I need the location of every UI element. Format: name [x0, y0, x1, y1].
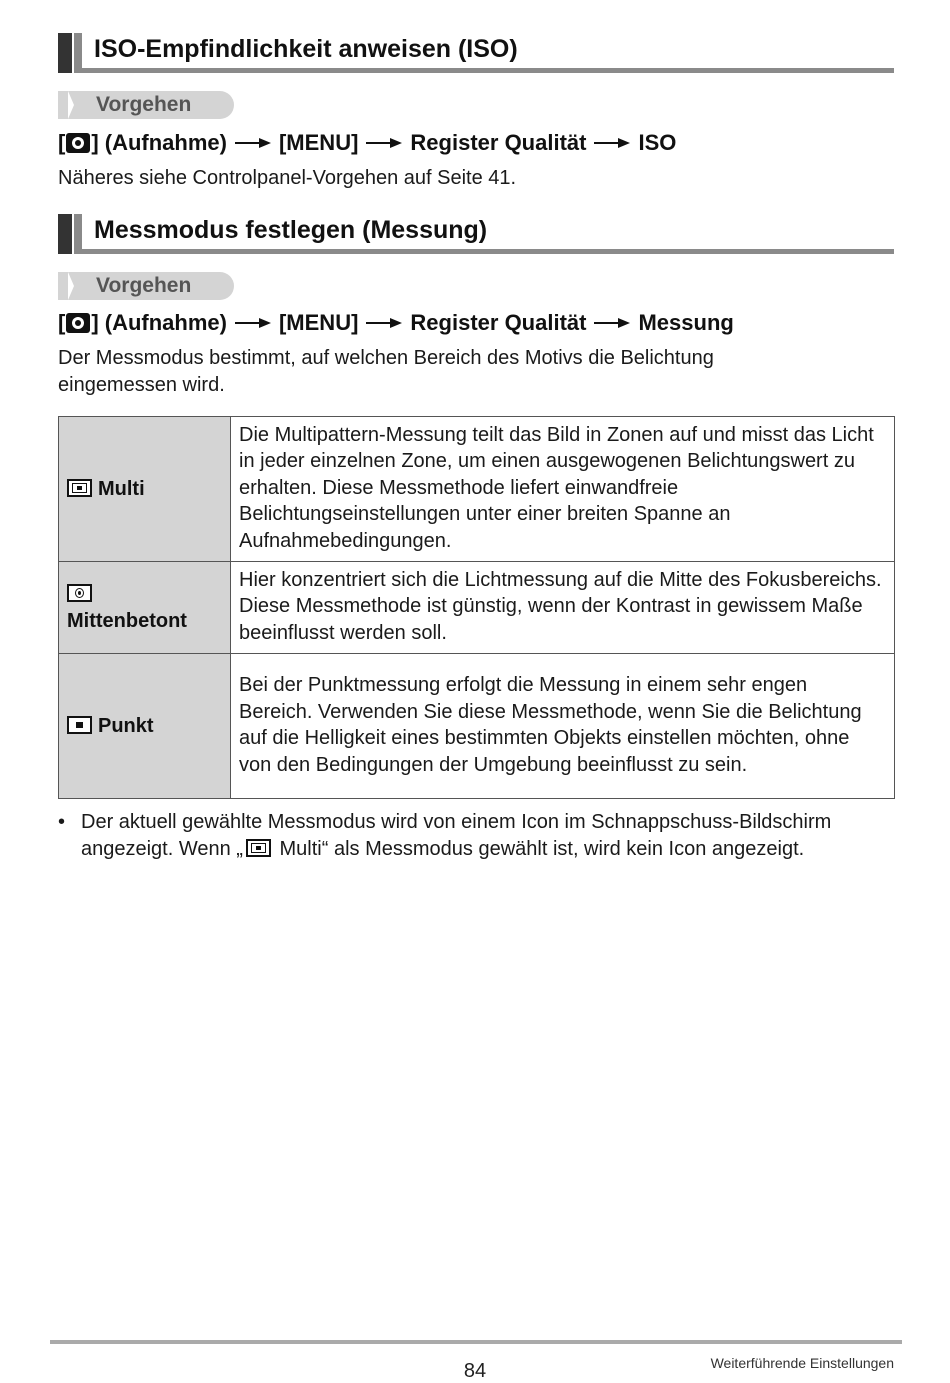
procedure-label: Vorgehen — [96, 93, 192, 116]
menu-path-metering — [58, 308, 734, 338]
mode-label-cell — [59, 654, 231, 799]
mode-label-cell — [59, 417, 231, 562]
note-part1: Der aktuell gewählte Messmodus wird von einem Icon im Schnappschuss-Bildschirm angezeigt. Wenn „ — [81, 811, 832, 860]
arrow-right-icon — [594, 136, 630, 150]
mode-description: Hier konzentriert sich die Lichtmessung auf die Mitte des Fokusbereichs. Diese Messmethode ist günstig, wenn der Kontrast in gewissem Maße beeinflusst werden soll. — [231, 562, 895, 654]
arrow-right-icon — [366, 316, 402, 330]
mode-description: Die Multipattern-Messung teilt das Bild in Zonen auf und misst das Licht in jeder einzelnen Zone, um einen ausgewogenen Belichtungswert zu erhalten. Diese Messmethode liefert einwandfreie Belichtungseinstellungen unter einer breiten Spanne an Aufnahmebedingungen. — [231, 417, 895, 562]
section-text: Der Messmodus bestimmt, auf welchen Bereich des Motivs die Belichtung eingemessen wird. — [58, 347, 714, 396]
bracket-open: [ — [58, 310, 66, 335]
heading-rule — [82, 249, 894, 254]
badge-notch — [68, 272, 74, 300]
mode-label: Multi — [98, 477, 145, 500]
camera-icon — [66, 133, 90, 153]
badge-notch — [68, 91, 74, 119]
heading-bar-dark — [58, 33, 72, 73]
heading-rule — [82, 68, 894, 73]
footer-rule — [50, 1340, 902, 1344]
mode-label: Punkt — [98, 714, 154, 737]
arrow-right-icon — [594, 316, 630, 330]
spot-metering-icon — [67, 716, 92, 734]
bullet-dot: • — [58, 811, 66, 833]
section-title: Messmodus festlegen (Messung) — [94, 216, 488, 244]
note-part2: Multi“ als Messmodus gewählt ist, wird kein Icon angezeigt. — [273, 838, 805, 860]
mode-label: Mittenbetont — [67, 609, 187, 632]
metering-mode-table — [58, 416, 895, 799]
heading-bar-dark — [58, 214, 72, 254]
note-text — [81, 809, 896, 863]
page-number: 84 — [463, 1360, 487, 1382]
path-mode: ] (Aufnahme) — [91, 130, 227, 155]
path-target: ISO — [638, 130, 677, 155]
path-register: Register Qualität — [410, 310, 587, 335]
arrow-right-icon — [366, 136, 402, 150]
section-heading-metering — [58, 214, 894, 254]
path-menu: [MENU] — [278, 310, 359, 335]
bracket-open: [ — [58, 130, 66, 155]
procedure-badge — [58, 91, 234, 119]
mode-description: Bei der Punktmessung erfolgt die Messung in einem sehr engen Bereich. Verwenden Sie diese Messmethode, wenn Sie die Belichtung auf die Helligkeit eines bestimmten Objekts einstellen möchten, ohne von den Bedingungen der Umgebung beeinflusst zu sein. — [231, 654, 895, 799]
heading-bar-light — [74, 33, 82, 73]
arrow-right-icon — [235, 316, 271, 330]
arrow-right-icon — [235, 136, 271, 150]
table-row — [59, 562, 895, 654]
procedure-badge — [58, 272, 234, 300]
path-menu: [MENU] — [278, 130, 359, 155]
camera-icon — [66, 313, 90, 333]
section-title: ISO-Empfindlichkeit anweisen (ISO) — [94, 35, 518, 63]
mode-label-cell — [59, 562, 231, 654]
path-target: Messung — [638, 310, 734, 335]
procedure-label: Vorgehen — [96, 274, 192, 297]
multi-metering-icon — [67, 479, 92, 497]
menu-path-iso — [58, 128, 676, 158]
heading-bar-light — [74, 214, 82, 254]
section-text: Näheres siehe Controlpanel-Vorgehen auf Seite 41. — [58, 167, 517, 189]
table-row — [59, 654, 895, 799]
footer-section-label: Weiterführende Einstellungen — [710, 1355, 894, 1371]
path-register: Register Qualität — [410, 130, 587, 155]
path-mode: ] (Aufnahme) — [91, 310, 227, 335]
multi-metering-icon — [246, 839, 271, 857]
table-row — [59, 417, 895, 562]
section-heading-iso — [58, 33, 894, 73]
center-weighted-metering-icon — [67, 584, 92, 602]
